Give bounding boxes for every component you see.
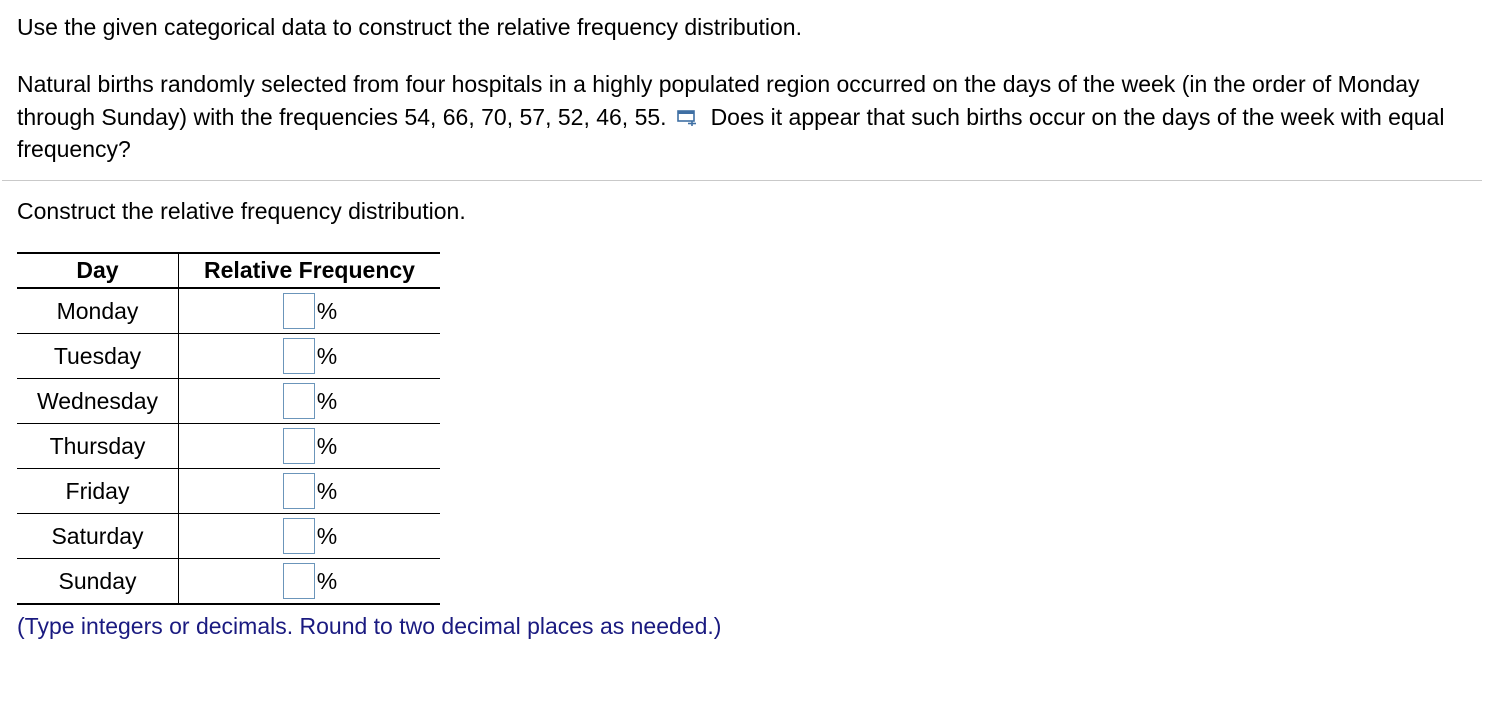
table-row — [17, 514, 440, 559]
table-row — [17, 379, 440, 424]
percent-sign: % — [316, 477, 338, 504]
question-prompt: Construct the relative frequency distribution. — [17, 198, 466, 224]
table-header-row — [17, 253, 440, 288]
answer-input-monday[interactable] — [283, 293, 315, 329]
answer-input-wednesday[interactable] — [283, 383, 315, 419]
percent-sign: % — [316, 342, 338, 369]
relative-frequency-table — [17, 252, 440, 605]
answer-cell — [179, 559, 441, 605]
day-label-thursday: Thursday — [17, 424, 179, 469]
section-divider — [2, 180, 1482, 181]
answer-cell — [179, 288, 441, 334]
day-label-friday: Friday — [17, 469, 179, 514]
answer-cell — [179, 514, 441, 559]
table-row — [17, 469, 440, 514]
problem-text-after: Does it appear that such births occur on the days of the week with equal frequency? — [17, 103, 1445, 162]
header-relative-frequency: Relative Frequency — [179, 253, 441, 288]
answer-input-sunday[interactable] — [283, 563, 315, 599]
copy-data-icon[interactable] — [677, 110, 697, 126]
day-label-wednesday: Wednesday — [17, 379, 179, 424]
answer-cell — [179, 469, 441, 514]
day-label-saturday: Saturday — [17, 514, 179, 559]
answer-input-saturday[interactable] — [283, 518, 315, 554]
day-label-tuesday: Tuesday — [17, 334, 179, 379]
answer-input-friday[interactable] — [283, 473, 315, 509]
rounding-note: (Type integers or decimals. Round to two decimal places as needed.) — [17, 613, 722, 639]
answer-input-tuesday[interactable] — [283, 338, 315, 374]
day-label-monday: Monday — [17, 288, 179, 334]
instruction-text: Use the given categorical data to construct the relative frequency distribution. — [17, 14, 802, 40]
answer-cell — [179, 334, 441, 379]
percent-sign: % — [316, 432, 338, 459]
table-row — [17, 424, 440, 469]
percent-sign: % — [316, 522, 338, 549]
day-label-sunday: Sunday — [17, 559, 179, 605]
table-row — [17, 288, 440, 334]
percent-sign: % — [316, 567, 338, 594]
answer-cell — [179, 379, 441, 424]
header-day: Day — [17, 253, 179, 288]
problem-text-before: Natural births randomly selected from four hospitals in a highly populated region occurred on the days of the week (in the order of Monday through Sunday) with the frequencies 54, 66, 70, 57, 52, 46, 55. — [17, 71, 1420, 130]
table-row — [17, 559, 440, 605]
percent-sign: % — [316, 297, 338, 324]
problem-statement — [17, 68, 1477, 166]
percent-sign: % — [316, 387, 338, 414]
answer-input-thursday[interactable] — [283, 428, 315, 464]
answer-cell — [179, 424, 441, 469]
table-row — [17, 334, 440, 379]
